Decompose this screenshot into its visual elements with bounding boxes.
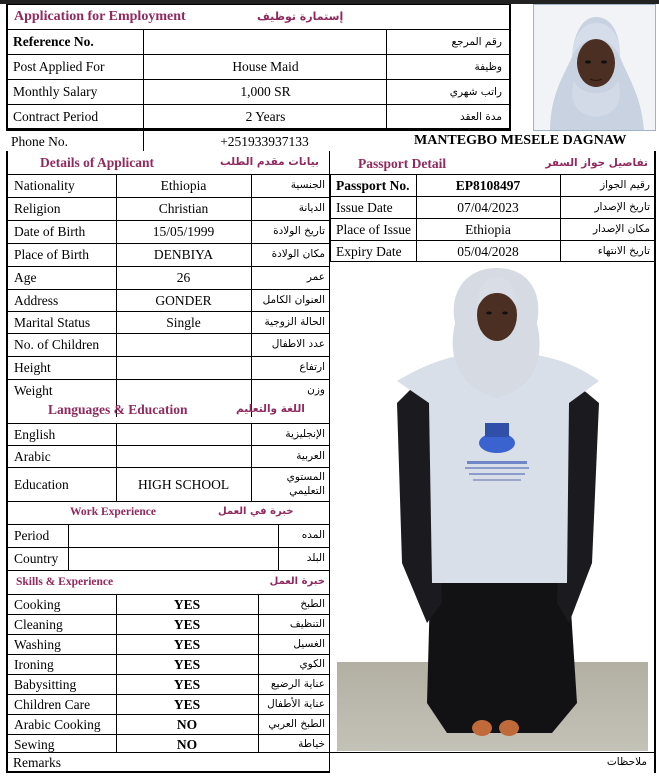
skill-label: Children Care: [14, 697, 91, 712]
nationality-value: Ethiopia: [160, 178, 207, 193]
skill-label: Cooking: [14, 597, 61, 612]
passport-row: [330, 240, 654, 262]
phone-row: [6, 131, 656, 151]
skill-value: YES: [173, 597, 201, 612]
form-title-ar: إستمارة توظيف: [257, 10, 344, 23]
issue-date-label-ar: تاريخ الإصدار: [594, 201, 650, 213]
skill-label-ar: الطبخ: [300, 598, 325, 610]
marital-value: Single: [166, 315, 201, 330]
dob-value: 15/05/1999: [152, 224, 215, 239]
passport-row: [330, 196, 654, 218]
skill-row: [8, 594, 329, 614]
passport-title: Passport Detail: [358, 156, 447, 171]
passport-no-value: EP8108497: [455, 178, 521, 193]
left-details-panel: [6, 151, 330, 773]
education-label: Education: [14, 477, 69, 492]
phone-label: Phone No.: [11, 134, 68, 149]
skill-value: YES: [173, 617, 201, 632]
skill-label: Sewing: [14, 737, 55, 752]
passport-row: [330, 174, 654, 196]
post-label-ar: وظيفة: [474, 61, 502, 73]
education-value: HIGH SCHOOL: [137, 477, 230, 492]
education-label-ar: المستوي التعليمي: [286, 471, 325, 497]
remarks-label: Remarks: [13, 755, 61, 770]
age-value: 26: [176, 270, 191, 285]
skill-label: Cleaning: [14, 617, 63, 632]
skill-row: [8, 634, 329, 654]
passport-section-title: [358, 156, 446, 172]
skill-row: [8, 714, 329, 734]
post-label: Post Applied For: [13, 59, 105, 74]
passport-title-ar: تفاصيل جواز السفر: [545, 157, 648, 169]
marital-label: Marital Status: [14, 315, 91, 330]
applicant-row: [8, 220, 329, 243]
applicant-title: Details of Applicant: [40, 155, 155, 170]
age-label: Age: [14, 270, 37, 285]
salary-value: 1,000 SR: [240, 84, 291, 99]
reference-label: Reference No.: [13, 34, 94, 49]
period-label: Period: [14, 528, 50, 543]
work-title-ar: خبرة في العمل: [218, 506, 294, 517]
work-section-title: [8, 501, 329, 524]
expiry-date-label: Expiry Date: [336, 244, 402, 259]
salary-label-ar: راتب شهري: [449, 86, 502, 98]
reference-label-ar: رقم المرجع: [451, 36, 502, 48]
place-of-issue-label-ar: مكان الإصدار: [593, 223, 650, 235]
skill-label-ar: التنظيف: [289, 618, 325, 630]
applicant-row: [8, 174, 329, 197]
weight-label: Weight: [14, 383, 53, 398]
passport-row: [330, 218, 654, 240]
header-title-row: [7, 5, 510, 30]
skill-label: Babysitting: [14, 677, 77, 692]
weight-label-ar: وزن: [307, 384, 325, 396]
expiry-date-value: 05/04/2028: [457, 244, 519, 259]
skill-label: Washing: [14, 637, 61, 652]
skill-value: YES: [173, 637, 201, 652]
skill-value: YES: [173, 657, 201, 672]
country-label: Country: [14, 551, 59, 566]
applicant-row: [8, 197, 329, 220]
pob-label-ar: مكان الولادة: [271, 248, 325, 260]
language-row: [8, 423, 329, 445]
work-row: [8, 547, 329, 570]
skills-title-ar: خبرة العمل: [269, 576, 325, 587]
contract-label: Contract Period: [13, 109, 99, 124]
period-label-ar: المده: [301, 529, 325, 541]
skill-value: NO: [176, 737, 198, 752]
applicant-row: [8, 333, 329, 356]
address-label-ar: العنوان الكامل: [262, 294, 325, 306]
remarks-top-border: [6, 752, 656, 753]
arabic-label: Arabic: [14, 449, 51, 464]
header-divider: [386, 30, 387, 130]
header-row-post: [7, 55, 510, 80]
children-label: No. of Children: [14, 337, 100, 352]
post-value: House Maid: [232, 59, 299, 74]
english-label-ar: الإنجليزية: [285, 428, 325, 440]
english-label: English: [14, 427, 56, 442]
skill-label-ar: عناية الأطفال: [267, 698, 325, 710]
skill-label-ar: الكوي: [299, 658, 325, 670]
applicant-headshot-photo: [533, 4, 656, 131]
address-label: Address: [14, 293, 59, 308]
contract-label-ar: مدة العقد: [460, 111, 502, 123]
pob-label: Place of Birth: [14, 247, 89, 262]
skill-row: [8, 654, 329, 674]
applicant-row: [8, 311, 329, 333]
dob-label: Date of Birth: [14, 224, 86, 239]
skill-label-ar: الغسيل: [293, 638, 325, 650]
languages-section-title: [8, 401, 329, 423]
applicant-full-body-photo: [337, 263, 648, 751]
skill-row: [8, 614, 329, 634]
work-row: [8, 524, 329, 547]
dob-label-ar: تاريخ الولادة: [273, 225, 325, 237]
phone-value: +251933937133: [220, 134, 309, 149]
religion-value: Christian: [158, 201, 209, 216]
languages-title: Languages & Education: [48, 402, 188, 417]
applicant-row: [8, 266, 329, 289]
skill-label: Arabic Cooking: [14, 717, 101, 732]
skill-label-ar: الطبخ العربي: [268, 718, 325, 730]
place-of-issue-value: Ethiopia: [465, 222, 511, 237]
height-label: Height: [14, 360, 51, 375]
skill-row: [8, 674, 329, 694]
skill-value: YES: [173, 697, 201, 712]
applicant-name: MANTEGBO MESELE DAGNAW: [414, 133, 627, 148]
skill-label-ar: عناية الرضيع: [270, 678, 325, 690]
applicant-row: [8, 289, 329, 312]
salary-label: Monthly Salary: [13, 84, 98, 99]
issue-date-value: 07/04/2023: [457, 200, 519, 215]
header-row-contract: [7, 105, 510, 130]
height-label-ar: ارتفاع: [299, 361, 325, 373]
arabic-label-ar: العربية: [296, 450, 325, 462]
languages-title-ar: اللغة والتعليم: [236, 403, 305, 415]
passport-no-label: Passport No.: [336, 178, 410, 193]
skills-title: Skills & Experience: [16, 576, 114, 588]
language-row: [8, 445, 329, 467]
age-label-ar: عمر: [306, 271, 325, 283]
address-value: GONDER: [155, 293, 212, 308]
nationality-label: Nationality: [14, 178, 75, 193]
applicant-title-ar: بيانات مقدم الطلب: [220, 156, 319, 168]
marital-label-ar: الحالة الزوجية: [264, 316, 325, 328]
skill-label-ar: خياطة: [298, 738, 325, 750]
pob-value: DENBIYA: [153, 247, 214, 262]
applicant-row: [8, 243, 329, 266]
country-label-ar: البلد: [306, 552, 325, 564]
form-title: Application for Employment: [14, 9, 186, 24]
nationality-label-ar: الجنسية: [290, 179, 325, 191]
language-row: [8, 467, 329, 501]
remarks-label-ar: ملاحظات: [606, 756, 647, 768]
skill-value: YES: [173, 677, 201, 692]
place-of-issue-label: Place of Issue: [336, 222, 411, 237]
applicant-row: [8, 356, 329, 379]
header-row-salary: [7, 80, 510, 105]
religion-label: Religion: [14, 201, 61, 216]
header-row-reference: [7, 30, 510, 55]
applicant-row: [8, 379, 329, 401]
skills-section-title: [8, 570, 329, 594]
contract-value: 2 Years: [245, 109, 286, 124]
skill-row: [8, 734, 329, 753]
skill-value: NO: [176, 717, 198, 732]
applicant-section-title: [8, 155, 329, 175]
religion-label-ar: الديانة: [298, 202, 325, 214]
expiry-date-label-ar: تاريخ الانتهاء: [597, 245, 650, 257]
passport-no-label-ar: رقيم الجواز: [600, 179, 650, 191]
work-title: Work Experience: [70, 506, 156, 518]
children-label-ar: عدد الاطفال: [271, 338, 325, 350]
skill-label: Ironing: [14, 657, 54, 672]
issue-date-label: Issue Date: [336, 200, 393, 215]
skill-row: [8, 694, 329, 714]
